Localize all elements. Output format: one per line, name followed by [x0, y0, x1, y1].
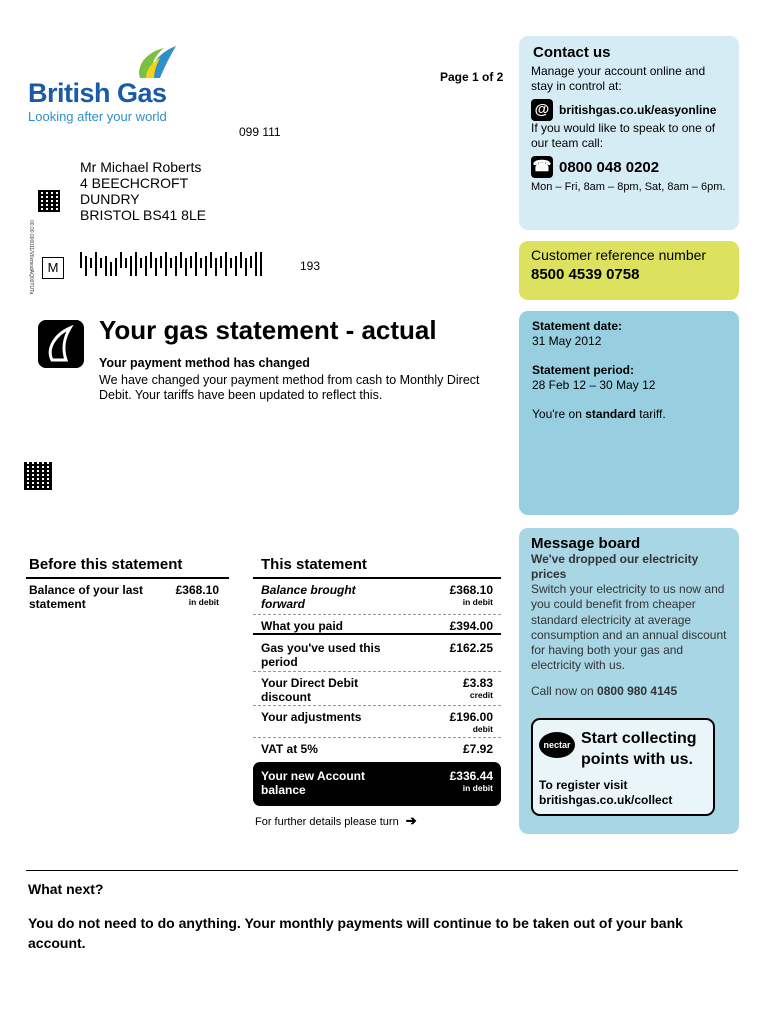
row-label: Your adjustments: [261, 710, 362, 724]
message-board-heading: Message board: [531, 535, 641, 552]
previous-balance-amount: £368.10: [175, 583, 219, 597]
mail-ref-code: 099 111: [239, 125, 281, 139]
statement-date-label: Statement date:: [532, 319, 623, 333]
contact-panel: [519, 36, 739, 230]
payment-change-heading: Your payment method has changed: [99, 356, 310, 370]
address-line: 4 BEECHCROFT: [80, 175, 189, 191]
total-note: in debit: [462, 783, 493, 793]
row-amount: £162.25: [449, 641, 493, 655]
what-next-heading: What next?: [28, 881, 104, 897]
what-next-body: You do not need to do anything. Your monthly payments will continue to be taken out of your bank account.: [28, 915, 683, 951]
at-icon: @: [531, 99, 553, 121]
table-row: [253, 706, 501, 738]
table-row: [253, 672, 501, 706]
address-line: DUNDRY: [80, 191, 140, 207]
side-print-code: 00.00.000011/VIlxmodAQ00TUTa: [28, 220, 34, 295]
further-text: For further details please turn: [255, 816, 399, 828]
nectar-promo-box: [531, 718, 715, 816]
row-note: credit: [469, 690, 493, 700]
table-row: [253, 615, 501, 635]
phone-icon: ☎: [531, 156, 553, 178]
datamatrix-code: [24, 462, 52, 490]
customer-address: [80, 159, 206, 223]
previous-balance-note: in debit: [188, 597, 219, 607]
row-note: debit: [472, 724, 493, 734]
brand-tagline: Looking after your world: [28, 109, 167, 124]
website-link[interactable]: britishgas.co.uk/easyonline: [559, 103, 717, 117]
row-amount: £394.00: [449, 619, 493, 633]
statement-period: 28 Feb 12 – 30 May 12: [532, 378, 656, 392]
contact-hours: Mon – Fri, 8am – 8pm, Sat, 8am – 6pm.: [531, 181, 726, 193]
arrow-right-icon: ➔: [405, 813, 417, 828]
customer-reference-number: 8500 4539 0758: [531, 266, 640, 283]
call-number[interactable]: 0800 980 4145: [597, 683, 678, 698]
customer-reference-label: Customer reference number: [531, 247, 707, 263]
customer-reference-panel: [519, 241, 739, 300]
tariff-suffix: tariff.: [635, 407, 666, 421]
address-line: Mr Michael Roberts: [80, 159, 202, 175]
tariff-name: standard: [585, 407, 636, 421]
row-label: Gas you've used this period: [261, 641, 381, 669]
statement-info-panel: [519, 311, 739, 515]
statement-period-label: Statement period:: [532, 363, 635, 377]
row-amount: £368.10: [449, 583, 493, 597]
message-board-call: [531, 684, 727, 698]
total-amount: £336.44: [449, 769, 493, 783]
row-amount: £7.92: [462, 742, 493, 756]
divider: [26, 577, 229, 579]
mail-mark-box: M: [42, 257, 64, 279]
datamatrix-code: [38, 190, 60, 212]
row-amount: £196.00: [449, 710, 493, 724]
tariff-text: [532, 407, 726, 422]
contact-heading: Contact us: [533, 44, 611, 61]
row-label: Your Direct Debit discount: [261, 676, 359, 704]
tariff-prefix: You're on: [532, 407, 586, 421]
nectar-logo: nectar: [539, 732, 575, 758]
barcode-number: 193: [300, 259, 321, 273]
table-row: [253, 579, 501, 615]
brand-name: British Gas: [28, 78, 167, 108]
page-number: Page 1 of 2: [440, 70, 504, 84]
nectar-heading: Start collecting points with us.: [581, 730, 697, 768]
account-balance-total: [253, 762, 501, 806]
row-label: Balance brought forward: [261, 583, 356, 611]
contact-speak: If you would like to speak to one of our team call:: [531, 121, 716, 150]
message-board-panel: [519, 528, 739, 834]
divider: [26, 870, 738, 871]
nectar-register[interactable]: To register visit britishgas.co.uk/collect: [539, 778, 673, 807]
further-details: [255, 813, 417, 829]
message-board-body: Switch your electricity to us now and you could benefit from cheaper standard electricity at average consumption and an annual discount for having both your gas and electricity with us.: [531, 582, 727, 673]
table-row: [253, 738, 501, 760]
before-statement-title: Before this statement: [29, 556, 183, 573]
table-row: [253, 637, 501, 672]
row-note: in debit: [462, 597, 493, 607]
row-amount: £3.83: [462, 676, 493, 690]
postal-barcode: [80, 252, 266, 278]
payment-change-body: We have changed your payment method from cash to Monthly Direct Debit. Your tariffs have been updated to reflect this.: [99, 373, 480, 402]
total-label: Your new Account balance: [261, 769, 366, 797]
contact-phone[interactable]: 0800 048 0202: [559, 158, 660, 176]
british-gas-flame-logo: [134, 44, 178, 80]
this-statement-title: This statement: [261, 556, 367, 573]
page-title: Your gas statement - actual: [99, 315, 437, 345]
statement-date: 31 May 2012: [532, 334, 602, 348]
row-label: VAT at 5%: [261, 742, 318, 756]
call-prefix: Call now on: [531, 683, 598, 698]
previous-balance-label: Balance of your last statement: [29, 583, 144, 611]
row-label: What you paid: [261, 619, 343, 633]
address-line: BRISTOL BS41 8LE: [80, 207, 207, 223]
gas-flame-icon: [38, 320, 84, 368]
contact-intro: Manage your account online and stay in control at:: [531, 64, 706, 93]
message-board-sub: We've dropped our electricity prices: [531, 552, 699, 581]
